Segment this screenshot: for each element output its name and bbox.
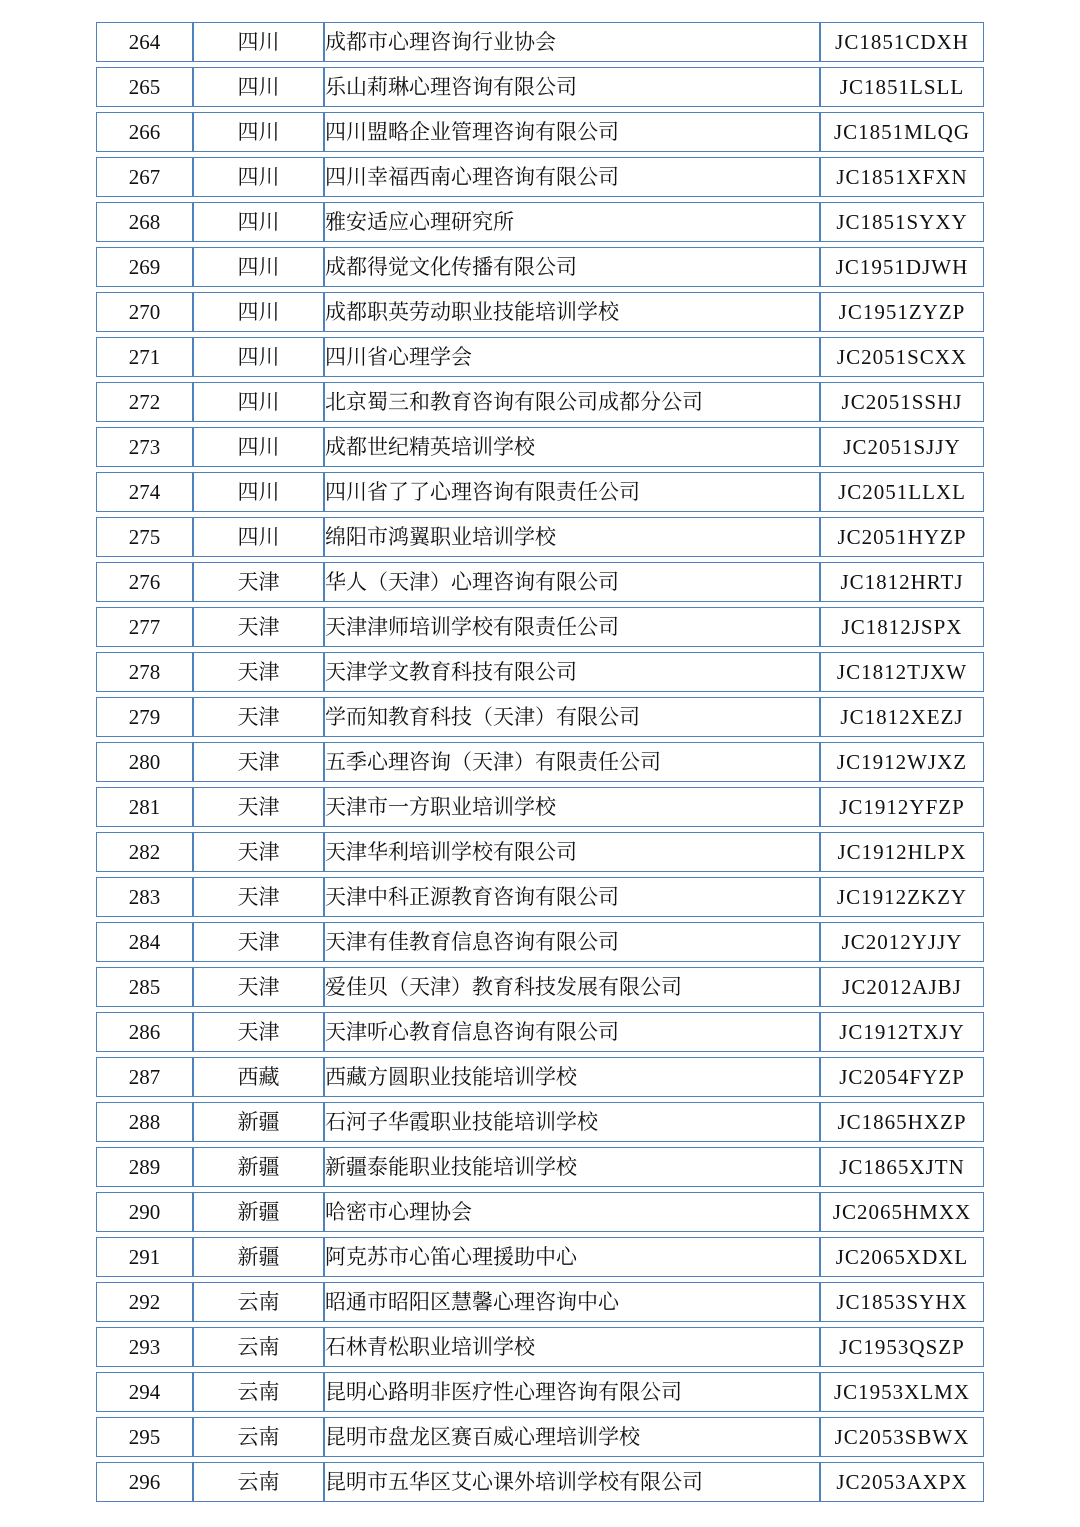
org-name-cell: 成都职英劳动职业技能培训学校 bbox=[324, 292, 820, 332]
org-code-cell: JC1851SYXY bbox=[820, 202, 984, 242]
org-name-cell: 绵阳市鸿翼职业培训学校 bbox=[324, 517, 820, 557]
org-code-cell: JC1851MLQG bbox=[820, 112, 984, 152]
province-cell: 天津 bbox=[193, 832, 324, 872]
org-name-cell: 新疆泰能职业技能培训学校 bbox=[324, 1147, 820, 1187]
province-cell: 云南 bbox=[193, 1417, 324, 1457]
table-row bbox=[96, 562, 984, 602]
row-number-cell: 281 bbox=[96, 787, 193, 827]
province-cell: 四川 bbox=[193, 337, 324, 377]
org-code-cell: JC1812JSPX bbox=[820, 607, 984, 647]
table-row bbox=[96, 427, 984, 467]
table-row bbox=[96, 652, 984, 692]
row-number-cell: 274 bbox=[96, 472, 193, 512]
table-row bbox=[96, 67, 984, 107]
organization-table-body bbox=[96, 22, 984, 1502]
org-name-cell: 天津听心教育信息咨询有限公司 bbox=[324, 1012, 820, 1052]
org-code-cell: JC1912WJXZ bbox=[820, 742, 984, 782]
row-number-cell: 292 bbox=[96, 1282, 193, 1322]
province-cell: 天津 bbox=[193, 922, 324, 962]
org-code-cell: JC2051SCXX bbox=[820, 337, 984, 377]
table-row bbox=[96, 22, 984, 62]
row-number-cell: 294 bbox=[96, 1372, 193, 1412]
row-number-cell: 271 bbox=[96, 337, 193, 377]
province-cell: 新疆 bbox=[193, 1102, 324, 1142]
table-row bbox=[96, 1417, 984, 1457]
org-code-cell: JC1912ZKZY bbox=[820, 877, 984, 917]
province-cell: 天津 bbox=[193, 562, 324, 602]
province-cell: 天津 bbox=[193, 607, 324, 647]
province-cell: 四川 bbox=[193, 517, 324, 557]
org-code-cell: JC1912YFZP bbox=[820, 787, 984, 827]
province-cell: 四川 bbox=[193, 292, 324, 332]
table-row bbox=[96, 922, 984, 962]
org-name-cell: 五季心理咨询（天津）有限责任公司 bbox=[324, 742, 820, 782]
table-row bbox=[96, 517, 984, 557]
row-number-cell: 283 bbox=[96, 877, 193, 917]
table-row bbox=[96, 1282, 984, 1322]
table-row bbox=[96, 697, 984, 737]
province-cell: 四川 bbox=[193, 112, 324, 152]
organization-table bbox=[96, 17, 984, 1507]
table-row bbox=[96, 742, 984, 782]
org-code-cell: JC1912TXJY bbox=[820, 1012, 984, 1052]
row-number-cell: 268 bbox=[96, 202, 193, 242]
org-code-cell: JC1912HLPX bbox=[820, 832, 984, 872]
province-cell: 天津 bbox=[193, 1012, 324, 1052]
org-name-cell: 天津华利培训学校有限公司 bbox=[324, 832, 820, 872]
row-number-cell: 278 bbox=[96, 652, 193, 692]
table-row bbox=[96, 472, 984, 512]
row-number-cell: 264 bbox=[96, 22, 193, 62]
org-name-cell: 雅安适应心理研究所 bbox=[324, 202, 820, 242]
org-name-cell: 学而知教育科技（天津）有限公司 bbox=[324, 697, 820, 737]
province-cell: 四川 bbox=[193, 67, 324, 107]
org-name-cell: 爱佳贝（天津）教育科技发展有限公司 bbox=[324, 967, 820, 1007]
org-code-cell: JC1951ZYZP bbox=[820, 292, 984, 332]
org-name-cell: 西藏方圆职业技能培训学校 bbox=[324, 1057, 820, 1097]
org-name-cell: 四川幸福西南心理咨询有限公司 bbox=[324, 157, 820, 197]
row-number-cell: 265 bbox=[96, 67, 193, 107]
row-number-cell: 266 bbox=[96, 112, 193, 152]
table-row bbox=[96, 607, 984, 647]
org-code-cell: JC2051HYZP bbox=[820, 517, 984, 557]
row-number-cell: 282 bbox=[96, 832, 193, 872]
province-cell: 天津 bbox=[193, 652, 324, 692]
org-name-cell: 成都得觉文化传播有限公司 bbox=[324, 247, 820, 287]
org-name-cell: 昆明市五华区艾心课外培训学校有限公司 bbox=[324, 1462, 820, 1502]
org-code-cell: JC1951DJWH bbox=[820, 247, 984, 287]
org-code-cell: JC2051LLXL bbox=[820, 472, 984, 512]
org-name-cell: 乐山莉琳心理咨询有限公司 bbox=[324, 67, 820, 107]
org-code-cell: JC1865HXZP bbox=[820, 1102, 984, 1142]
org-name-cell: 成都世纪精英培训学校 bbox=[324, 427, 820, 467]
org-code-cell: JC1853SYHX bbox=[820, 1282, 984, 1322]
row-number-cell: 267 bbox=[96, 157, 193, 197]
org-name-cell: 四川省心理学会 bbox=[324, 337, 820, 377]
row-number-cell: 287 bbox=[96, 1057, 193, 1097]
table-row bbox=[96, 1102, 984, 1142]
province-cell: 天津 bbox=[193, 742, 324, 782]
row-number-cell: 291 bbox=[96, 1237, 193, 1277]
province-cell: 天津 bbox=[193, 787, 324, 827]
org-code-cell: JC2065HMXX bbox=[820, 1192, 984, 1232]
table-row bbox=[96, 292, 984, 332]
row-number-cell: 273 bbox=[96, 427, 193, 467]
org-code-cell: JC1851CDXH bbox=[820, 22, 984, 62]
org-name-cell: 天津学文教育科技有限公司 bbox=[324, 652, 820, 692]
org-name-cell: 天津津师培训学校有限责任公司 bbox=[324, 607, 820, 647]
row-number-cell: 285 bbox=[96, 967, 193, 1007]
org-name-cell: 昆明心路明非医疗性心理咨询有限公司 bbox=[324, 1372, 820, 1412]
table-row bbox=[96, 877, 984, 917]
table-row bbox=[96, 1327, 984, 1367]
table-row bbox=[96, 112, 984, 152]
province-cell: 云南 bbox=[193, 1462, 324, 1502]
org-name-cell: 成都市心理咨询行业协会 bbox=[324, 22, 820, 62]
org-name-cell: 北京蜀三和教育咨询有限公司成都分公司 bbox=[324, 382, 820, 422]
row-number-cell: 293 bbox=[96, 1327, 193, 1367]
row-number-cell: 272 bbox=[96, 382, 193, 422]
province-cell: 云南 bbox=[193, 1372, 324, 1412]
row-number-cell: 295 bbox=[96, 1417, 193, 1457]
org-code-cell: JC2065XDXL bbox=[820, 1237, 984, 1277]
table-row bbox=[96, 1372, 984, 1412]
table-row bbox=[96, 157, 984, 197]
table-row bbox=[96, 382, 984, 422]
org-name-cell: 石河子华霞职业技能培训学校 bbox=[324, 1102, 820, 1142]
province-cell: 四川 bbox=[193, 247, 324, 287]
org-code-cell: JC1851XFXN bbox=[820, 157, 984, 197]
org-name-cell: 四川盟略企业管理咨询有限公司 bbox=[324, 112, 820, 152]
org-code-cell: JC2053AXPX bbox=[820, 1462, 984, 1502]
org-code-cell: JC1851LSLL bbox=[820, 67, 984, 107]
row-number-cell: 275 bbox=[96, 517, 193, 557]
row-number-cell: 289 bbox=[96, 1147, 193, 1187]
row-number-cell: 279 bbox=[96, 697, 193, 737]
table-row bbox=[96, 1192, 984, 1232]
table-row bbox=[96, 247, 984, 287]
province-cell: 新疆 bbox=[193, 1237, 324, 1277]
province-cell: 西藏 bbox=[193, 1057, 324, 1097]
table-row bbox=[96, 787, 984, 827]
org-code-cell: JC2012YJJY bbox=[820, 922, 984, 962]
org-name-cell: 华人（天津）心理咨询有限公司 bbox=[324, 562, 820, 602]
org-code-cell: JC2012AJBJ bbox=[820, 967, 984, 1007]
row-number-cell: 270 bbox=[96, 292, 193, 332]
row-number-cell: 296 bbox=[96, 1462, 193, 1502]
province-cell: 四川 bbox=[193, 22, 324, 62]
org-name-cell: 昆明市盘龙区赛百威心理培训学校 bbox=[324, 1417, 820, 1457]
province-cell: 四川 bbox=[193, 382, 324, 422]
province-cell: 天津 bbox=[193, 877, 324, 917]
org-name-cell: 天津中科正源教育咨询有限公司 bbox=[324, 877, 820, 917]
org-code-cell: JC2053SBWX bbox=[820, 1417, 984, 1457]
row-number-cell: 286 bbox=[96, 1012, 193, 1052]
province-cell: 四川 bbox=[193, 472, 324, 512]
table-row bbox=[96, 1012, 984, 1052]
org-code-cell: JC1865XJTN bbox=[820, 1147, 984, 1187]
org-name-cell: 天津市一方职业培训学校 bbox=[324, 787, 820, 827]
province-cell: 新疆 bbox=[193, 1147, 324, 1187]
org-code-cell: JC2051SSHJ bbox=[820, 382, 984, 422]
org-name-cell: 四川省了了心理咨询有限责任公司 bbox=[324, 472, 820, 512]
row-number-cell: 280 bbox=[96, 742, 193, 782]
row-number-cell: 290 bbox=[96, 1192, 193, 1232]
province-cell: 四川 bbox=[193, 427, 324, 467]
row-number-cell: 288 bbox=[96, 1102, 193, 1142]
table-row bbox=[96, 337, 984, 377]
table-row bbox=[96, 202, 984, 242]
row-number-cell: 276 bbox=[96, 562, 193, 602]
province-cell: 云南 bbox=[193, 1282, 324, 1322]
province-cell: 云南 bbox=[193, 1327, 324, 1367]
row-number-cell: 277 bbox=[96, 607, 193, 647]
table-row bbox=[96, 1057, 984, 1097]
org-name-cell: 昭通市昭阳区慧馨心理咨询中心 bbox=[324, 1282, 820, 1322]
org-name-cell: 哈密市心理协会 bbox=[324, 1192, 820, 1232]
table-row bbox=[96, 832, 984, 872]
org-code-cell: JC1812XEZJ bbox=[820, 697, 984, 737]
org-code-cell: JC2054FYZP bbox=[820, 1057, 984, 1097]
org-name-cell: 天津有佳教育信息咨询有限公司 bbox=[324, 922, 820, 962]
org-code-cell: JC2051SJJY bbox=[820, 427, 984, 467]
table-row bbox=[96, 1462, 984, 1502]
table-row bbox=[96, 967, 984, 1007]
org-code-cell: JC1812TJXW bbox=[820, 652, 984, 692]
org-name-cell: 阿克苏市心笛心理援助中心 bbox=[324, 1237, 820, 1277]
province-cell: 天津 bbox=[193, 967, 324, 1007]
province-cell: 四川 bbox=[193, 157, 324, 197]
org-code-cell: JC1953QSZP bbox=[820, 1327, 984, 1367]
province-cell: 天津 bbox=[193, 697, 324, 737]
row-number-cell: 284 bbox=[96, 922, 193, 962]
org-code-cell: JC1812HRTJ bbox=[820, 562, 984, 602]
table-row bbox=[96, 1237, 984, 1277]
org-name-cell: 石林青松职业培训学校 bbox=[324, 1327, 820, 1367]
table-row bbox=[96, 1147, 984, 1187]
province-cell: 四川 bbox=[193, 202, 324, 242]
org-code-cell: JC1953XLMX bbox=[820, 1372, 984, 1412]
row-number-cell: 269 bbox=[96, 247, 193, 287]
province-cell: 新疆 bbox=[193, 1192, 324, 1232]
